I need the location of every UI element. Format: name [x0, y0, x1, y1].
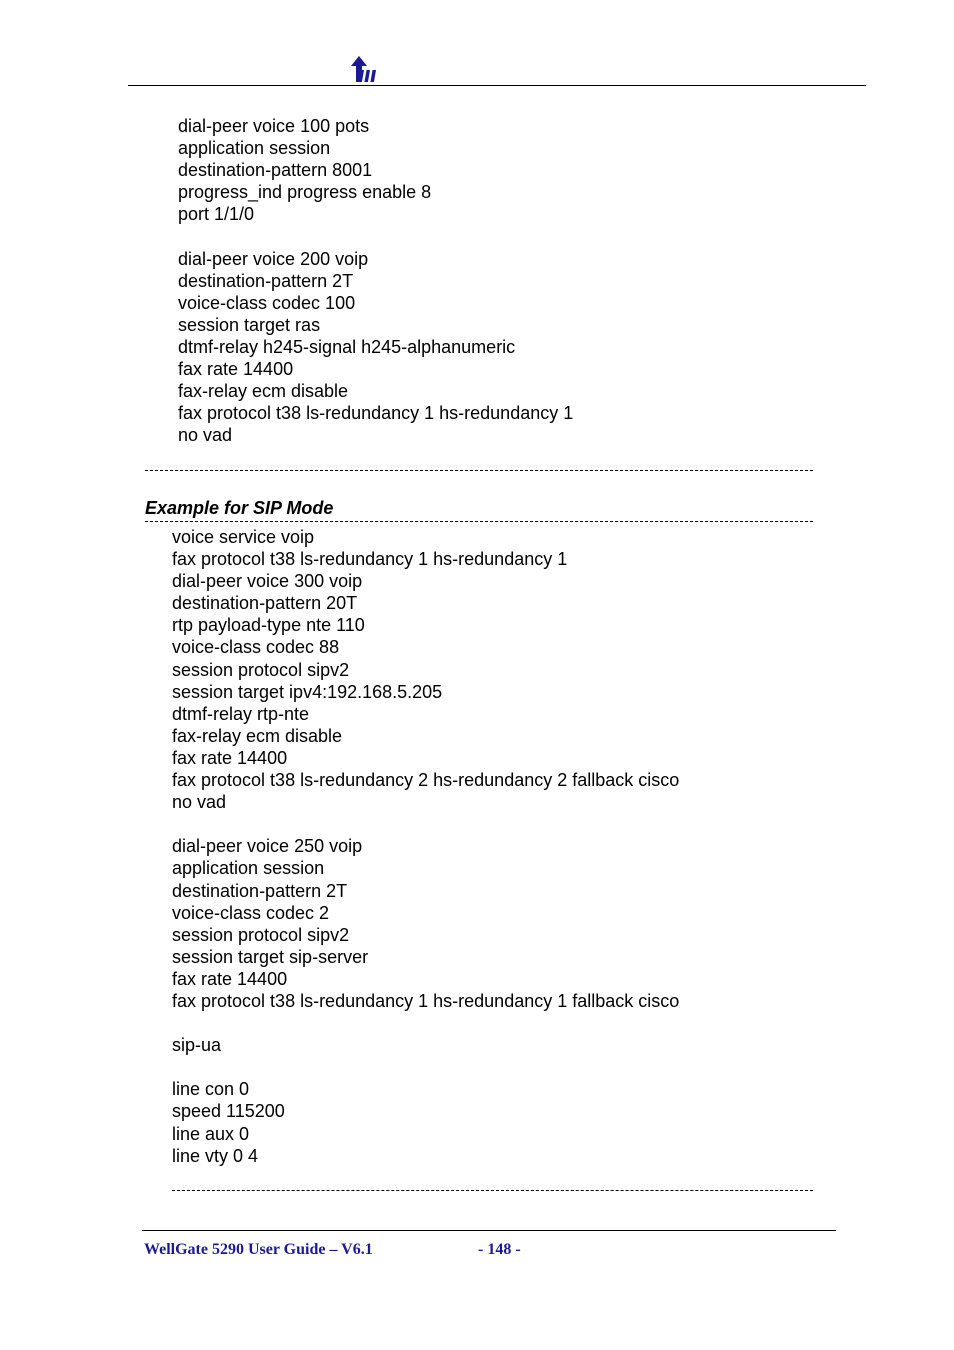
config-line: voice-class codec 100 [178, 292, 356, 313]
config-line: sip-ua [172, 1035, 222, 1056]
config-line: session target ras [178, 314, 321, 335]
config-line: speed 115200 [172, 1101, 285, 1122]
config-line: fax protocol t38 ls-redundancy 1 hs-redundancy 1 [172, 549, 568, 570]
config-line: no vad [178, 425, 233, 446]
config-line: line vty 0 4 [172, 1145, 259, 1166]
config-listing-h323 [178, 115, 573, 446]
config-line: destination-pattern 2T [172, 880, 348, 901]
config-listing-sip [172, 526, 679, 1167]
config-line: no vad [172, 792, 227, 813]
config-line: fax rate 14400 [172, 968, 288, 989]
config-line: dtmf-relay rtp-nte [172, 703, 310, 724]
config-line: destination-pattern 8001 [178, 160, 373, 181]
config-line: line con 0 [172, 1079, 250, 1100]
config-line: voice-class codec 2 [172, 902, 330, 923]
config-line: fax-relay ecm disable [172, 725, 343, 746]
config-line: dtmf-relay h245-signal h245-alphanumeric [178, 336, 516, 357]
config-line: dial-peer voice 300 voip [172, 571, 363, 592]
footer-divider [142, 1230, 836, 1231]
company-logo-icon [349, 56, 379, 84]
config-line: voice-class codec 88 [172, 637, 340, 658]
config-line: fax protocol t38 ls-redundancy 2 hs-redundancy 2 fallback cisco [172, 770, 680, 791]
config-line: fax-relay ecm disable [178, 381, 349, 402]
dashed-separator [172, 1190, 813, 1191]
config-line: dial-peer voice 200 voip [178, 248, 369, 269]
config-line: fax protocol t38 ls-redundancy 1 hs-redundancy 1 [178, 403, 574, 424]
config-line: application session [178, 138, 331, 159]
config-line: session protocol sipv2 [172, 924, 350, 945]
config-line: fax protocol t38 ls-redundancy 1 hs-redundancy 1 fallback cisco [172, 990, 680, 1011]
config-line: port 1/1/0 [178, 204, 255, 225]
header-divider [128, 85, 866, 86]
config-line: progress_ind progress enable 8 [178, 182, 432, 203]
config-line: dial-peer voice 250 voip [172, 836, 363, 857]
config-line: voice service voip [172, 527, 315, 547]
page-number: - 148 - [478, 1241, 521, 1258]
config-line: dial-peer voice 100 pots [178, 116, 370, 136]
config-line: session target ipv4:192.168.5.205 [172, 681, 443, 702]
config-line: fax rate 14400 [172, 747, 288, 768]
config-line: fax rate 14400 [178, 359, 294, 380]
config-line: line aux 0 [172, 1123, 250, 1144]
dashed-separator [145, 521, 813, 522]
config-line: destination-pattern 2T [178, 270, 354, 291]
config-line [172, 1056, 679, 1078]
config-line: rtp payload-type nte 110 [172, 615, 365, 636]
config-line: application session [172, 858, 325, 879]
footer-title: WellGate 5290 User Guide – V6.1 [144, 1241, 373, 1258]
config-line [172, 1012, 679, 1034]
config-line [172, 813, 679, 835]
dashed-separator [145, 470, 813, 471]
config-line: session protocol sipv2 [172, 659, 350, 680]
config-line: session target sip-server [172, 946, 369, 967]
section-heading: Example for SIP Mode [145, 498, 334, 518]
config-line: destination-pattern 20T [172, 593, 358, 614]
config-line [178, 225, 573, 247]
